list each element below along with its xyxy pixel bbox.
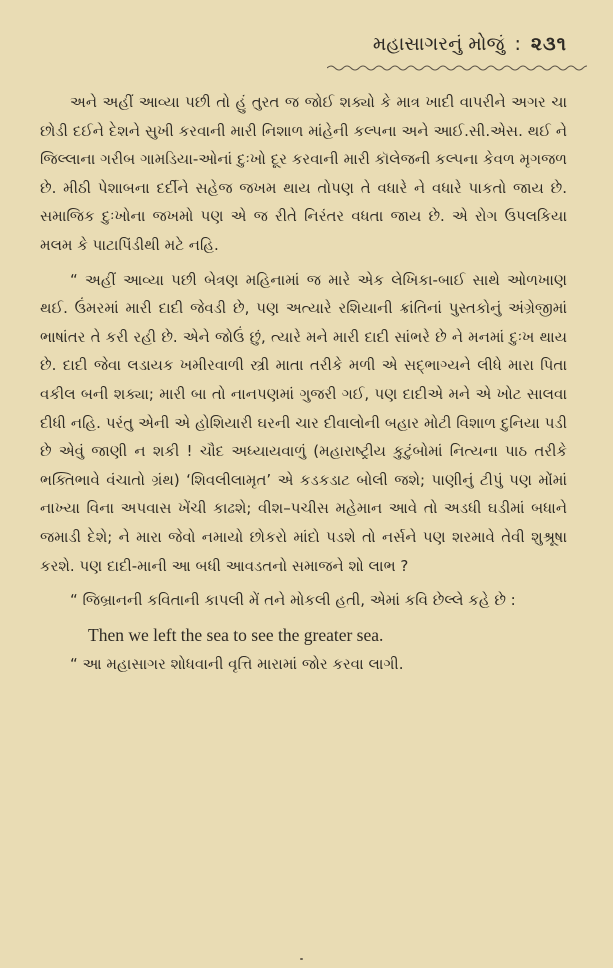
closing-line: “ આ મહાસાગર શોધવાની વૃત્તિ મારામાં જોર કરવા લાગી. xyxy=(70,654,404,673)
page-number: ૨૩૧ xyxy=(530,33,567,55)
running-head-separator: : xyxy=(514,33,521,55)
wavy-rule-ornament xyxy=(327,64,587,72)
english-quotation: Then we left the sea to see the greater sea. xyxy=(88,624,384,645)
paragraph: “ અહીં આવ્યા પછી બેત્રણ મહિનામાં જ મારે એક લેખિકા-બાઈ સાથે ઓળખાણ થઈ. ઉંમરમાં મારી દાદી જેવડી છે, પણ અત્યારે રશિયાની ક્રાંતિનાં પુસ્તકોનું અંગ્રેજીમાં ભાષાંતર તે કરી રહી છે. એને જોઉં છું, ત્યારે મને મારી દાદી સાંભરે છે ને મનમાં દુઃખ થાય છે. દાદી જેવા લડાયક ખમીરવાળી સ્ત્રી માતા તરીકે મળી એ સદ્ભાગ્યને લીધે મારા પિતા વકીલ બની શક્યા; મારી બા તો નાનપણમાં ગુજરી ગઈ, પણ દાદીએ મને એ ખોટ સાલવા દીધી નહિ. પરંતુ એની એ હોશિયારી ઘરની ચાર દીવાલોની બહાર મોટી વિશાળ દુનિયા પડી છે એવું જાણી ન શકી ! ચૌદ અધ્યાયવાળું (મહારાષ્ટ્રીય કુટુંબોમાં નિત્યના પાઠ તરીકે ભક્તિભાવે વંચાતો ગ્રંથ) ‘શિવલીલામૃત’ એ કડકડાટ બોલી જશે; પાણીનું ટીપું પણ મોંમાં નાખ્યા વિના અપવાસ ખેંચી કાઢશે; વીશ–પચીસ મહેમાન આવે તો અડધી ઘડીમાં બધાને જમાડી દેશે; ને મારા જેવો નમાયો છોકરો માંદો પડશે તો નર્સને પણ શરમાવે તેવી શુશ્રૂષા કરશે. પણ દાદી-માની આ બધી આવડતનો સમાજને શો લાભ ? xyxy=(40,270,567,575)
body-text xyxy=(40,88,567,678)
running-head-title: મહાસાગરનું મોજું xyxy=(372,33,505,55)
running-head xyxy=(40,32,567,66)
ink-speck xyxy=(300,958,303,960)
paragraph: “ જિબ્રાનની કવિતાની કાપલી મેં તને મોકલી હતી, એમાં કવિ છેલ્લે કહે છે : xyxy=(70,591,516,610)
paragraph: અને અહીં આવ્યા પછી તો હું તુરત જ જોઈ શક્યો કે માત્ર ખાદી વાપરીને અગર ચા છોડી દઈને દેશને સુખી કરવાની મારી નિશાળ માંહેની કલ્પના અને આઈ.સી.એસ. થઈ ને જિલ્લાના ગરીબ ગામડિયા-ઓનાં દુઃખો દૂર કરવાની મારી કૉલેજની કલ્પના કેવળ મૃગજળ છે. મીઠી પેશાબના દર્દીને સહેજ જખમ થાય તોપણ તે વધારે ને વધારે પાકતો જાય છે. સમાજિક દુઃખોના જખમો પણ એ જ રીતે નિરંતર વધતા જાય છે. એ રોગ ઉપલકિયા મલમ કે પાટાપિંડીથી મટે નહિ. xyxy=(40,93,567,254)
